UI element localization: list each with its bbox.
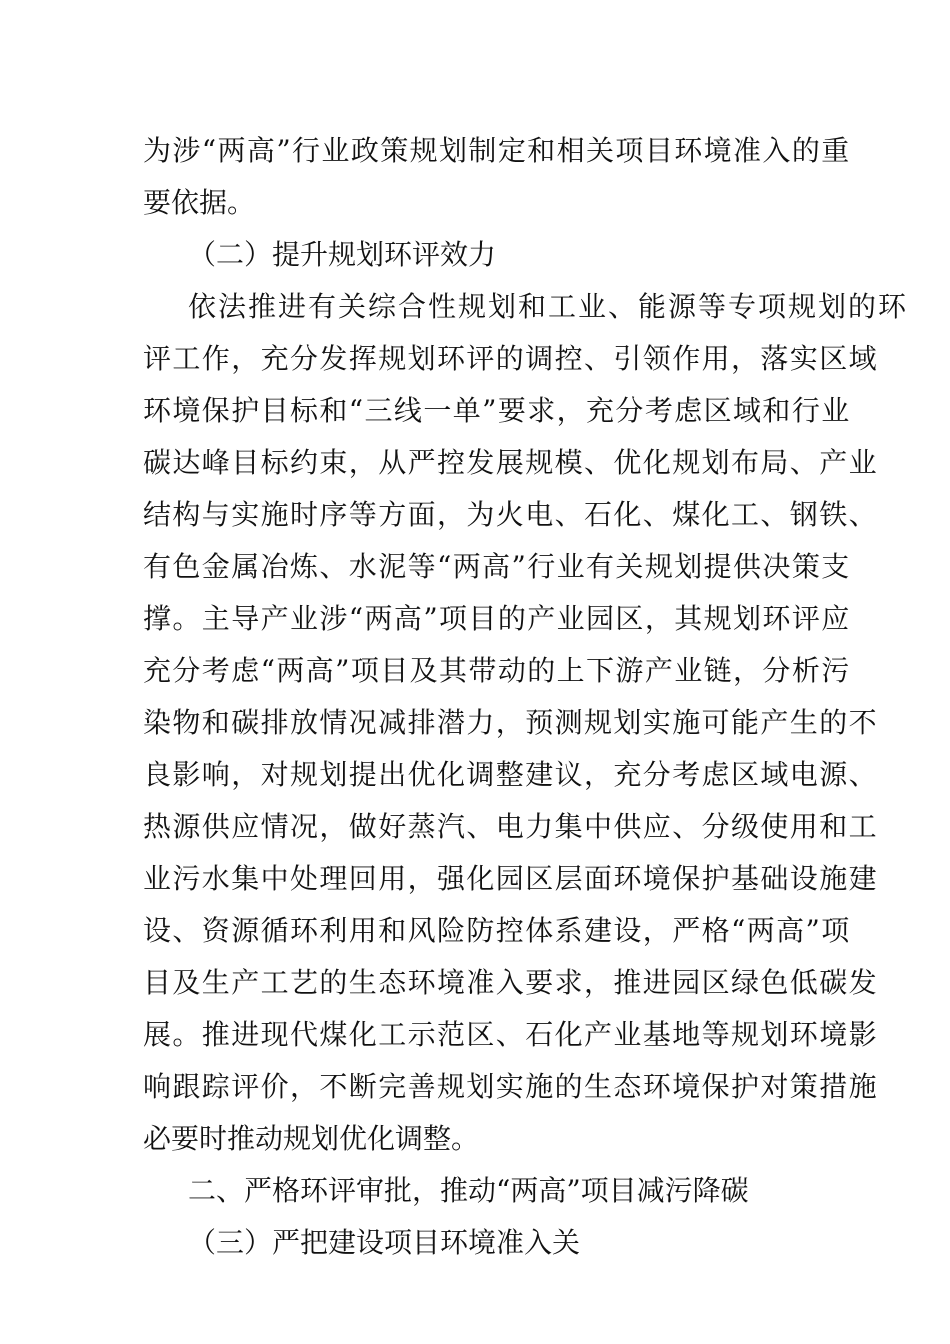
- chapter-heading: 二、严格环评审批，推动“两高”项目减污降碳: [188, 1174, 749, 1207]
- paragraph-line: 展。推进现代煤化工示范区、石化产业基地等规划环境影: [143, 1018, 879, 1051]
- paragraph-line: 必要时推动规划优化调整。: [143, 1122, 480, 1155]
- paragraph-line: 结构与实施时序等方面，为火电、石化、煤化工、钢铁、: [143, 498, 879, 531]
- paragraph-line: 要依据。: [143, 186, 256, 219]
- paragraph-line: 设、资源循环利用和风险防控体系建设，严格“两高”项: [143, 914, 851, 947]
- paragraph-line: 响跟踪评价，不断完善规划实施的生态环境保护对策措施: [143, 1070, 879, 1103]
- paragraph-line: 有色金属冶炼、水泥等“两高”行业有关规划提供决策支: [143, 550, 851, 583]
- paragraph-line: 依法推进有关综合性规划和工业、能源等专项规划的环: [188, 290, 909, 323]
- paragraph-line: 染物和碳排放情况减排潜力，预测规划实施可能产生的不: [143, 706, 879, 739]
- paragraph-line: 热源供应情况，做好蒸汽、电力集中供应、分级使用和工: [143, 810, 879, 843]
- section-heading: （二）提升规划环评效力: [188, 238, 497, 271]
- paragraph-line: 撑。主导产业涉“两高”项目的产业园区，其规划环评应: [143, 602, 851, 635]
- paragraph-line: 良影响，对规划提出优化调整建议，充分考虑区域电源、: [143, 758, 879, 791]
- paragraph-line: 碳达峰目标约束，从严控发展规模、优化规划布局、产业: [143, 446, 879, 479]
- section-heading: （三）严把建设项目环境准入关: [188, 1226, 581, 1259]
- paragraph-line: 充分考虑“两高”项目及其带动的上下游产业链，分析污: [143, 654, 851, 687]
- paragraph-line: 环境保护目标和“三线一单”要求，充分考虑区域和行业: [143, 394, 851, 427]
- paragraph-line: 业污水集中处理回用，强化园区层面环境保护基础设施建: [143, 862, 879, 895]
- paragraph-line: 为涉“两高”行业政策规划制定和相关项目环境准入的重: [143, 134, 851, 167]
- paragraph-line: 评工作，充分发挥规划环评的调控、引领作用，落实区域: [143, 342, 879, 375]
- paragraph-line: 目及生产工艺的生态环境准入要求，推进园区绿色低碳发: [143, 966, 879, 999]
